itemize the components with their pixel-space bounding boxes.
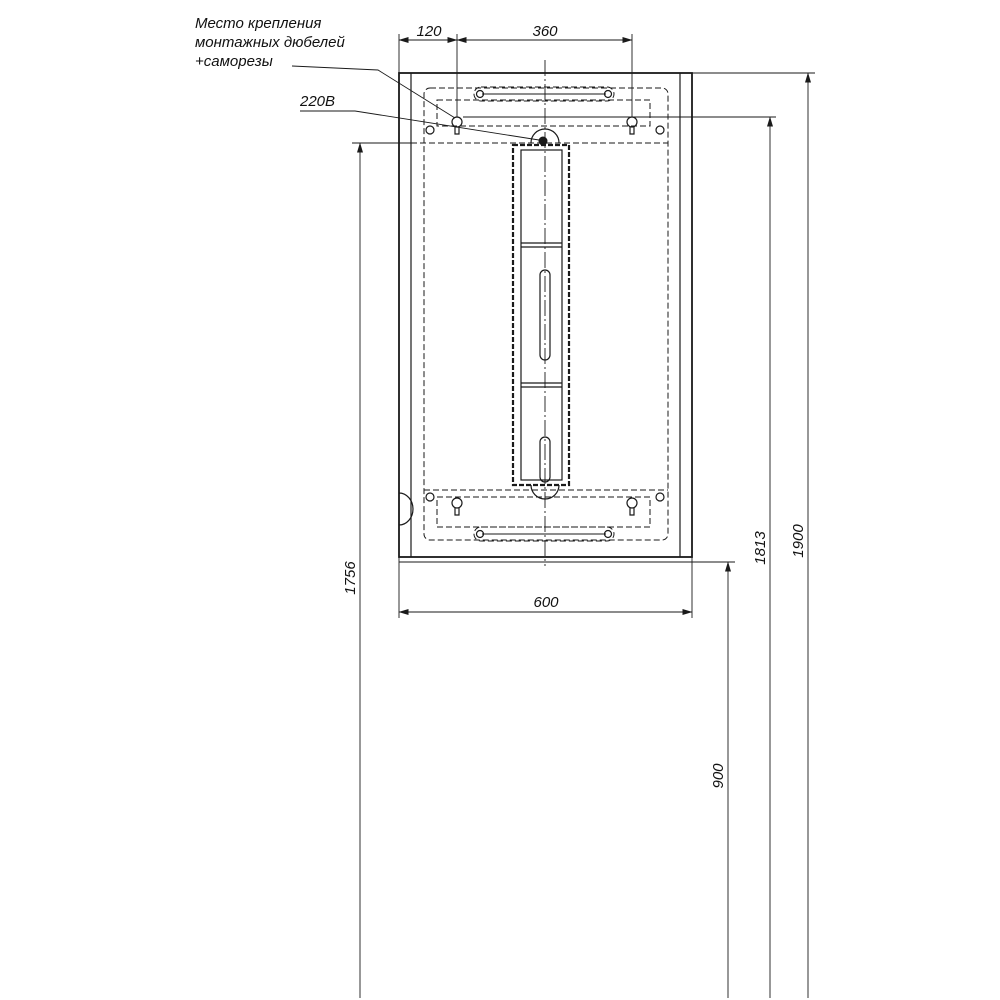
mounting-callout-line3: +саморезы: [195, 53, 273, 70]
bottom-rail: [474, 527, 614, 541]
cabinet: [399, 60, 735, 566]
dim-label-900: 900: [710, 763, 727, 789]
dimension-1756: [342, 143, 411, 998]
inner-frame-dashed: [424, 88, 668, 540]
top-rail: [474, 87, 614, 101]
dim-label-120: 120: [416, 23, 442, 40]
keyhole-bottom-right: [627, 498, 637, 515]
dim-label-1813: 1813: [752, 531, 769, 565]
dim-label-600: 600: [533, 594, 559, 611]
mounting-callout-line2: монтажных дюбелей: [195, 34, 345, 51]
dim-label-360: 360: [532, 23, 558, 40]
upper-hole-zone: [437, 100, 650, 126]
dimension-top: [399, 23, 632, 117]
dim-label-1756: 1756: [342, 561, 359, 595]
keyhole-bottom-left: [452, 498, 462, 515]
corner-hole-top-left: [426, 126, 434, 134]
dimension-900: [710, 562, 728, 998]
corner-hole-bottom-right: [656, 493, 664, 501]
corner-hole-bottom-left: [426, 493, 434, 501]
lamp-block: [513, 129, 569, 499]
power-point-dot: [539, 137, 548, 146]
dimension-width: [399, 557, 692, 618]
power-callout-leader: [300, 111, 539, 140]
dim-label-1900: 1900: [790, 524, 807, 558]
corner-hole-top-right: [656, 126, 664, 134]
lower-hole-zone: [437, 497, 650, 527]
mounting-callout-line1: Место крепления: [195, 15, 322, 32]
power-callout-label: 220В: [300, 93, 336, 110]
lamp-inner-frame: [521, 150, 562, 480]
